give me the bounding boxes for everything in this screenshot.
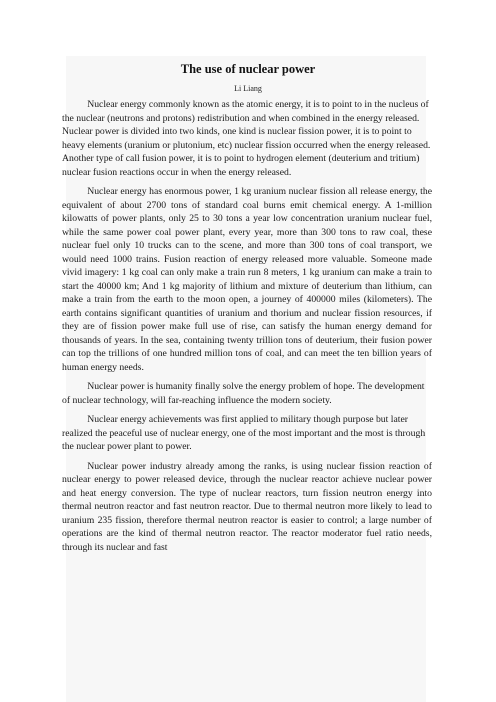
- paragraph-nuclear-energy-definition: Nuclear energy commonly known as the atomic energy, it is to point to in the nucleus of the nuclear (neutrons and protons) redistribution and when combined in the energy released. Nuclear power is divided into two kinds, one kind is nuclear fission power, it is to point to heavy elements (uranium or plutonium, etc) nuclear fission occurred when the energy released. Another type of call fusion power, it is to point to hydrogen element (deuterium and tritium) nuclear fusion reactions occur in when the energy released.: [62, 99, 431, 178]
- document-title: The use of nuclear power: [180, 62, 316, 76]
- document-body: [62, 98, 432, 560]
- document-author: Li Liang: [234, 84, 262, 93]
- paragraph-energy-hope: Nuclear power is humanity finally solve the energy problem of hope. The development of nuclear technology, will far-reaching influence the modern society.: [62, 381, 425, 406]
- paragraph-nuclear-power-industry: Nuclear power industry already among the ranks, is using nuclear fission reaction of nuclear energy to power released device, through the nuclear reactor achieve nuclear power and heat energy conversion. The type of nuclear reactors, turn fission neutron energy into thermal neutron reactor and fast neutron reactor. Due to thermal neutron more likely to lead to uranium 235 fission, therefore thermal neutron reactor is easier to control; a large number of operations are the kind of thermal neutron reactor. The reactor moderator fuel ratio needs, through its nuclear and fast: [62, 460, 432, 553]
- paragraph-military-application: Nuclear energy achievements was first applied to military though purpose but later realized the peaceful use of nuclear energy, one of the most important and the most is through the nuclear power plant to power.: [62, 414, 426, 452]
- paragraph-nuclear-energy-power: Nuclear energy has enormous power, 1 kg uranium nuclear fission all release energy, the equivalent of about 2700 tons of standard coal burns emit chemical energy. A 1-million kilowatts of power plants, only 25 to 30 tons a year low concentration uranium nuclear fuel, while the same power coal power plant, every year, more than 300 tons to raw coal, these nuclear fuel only 10 trucks can to the scene, and more than 300 tons of coal transport, we would need 1000 trains. Fusion reaction of energy released more valuable. Someone made vivid imagery: 1 kg coal can only make a train run 8 meters, 1 kg uranium can make a train to start the 40000 km; And 1 kg majority of lithium and mixture of deuterium than lithium, can make a train from the earth to the moon open, a journey of 400000 miles (kilometers). The earth contains significant quantities of uranium and thorium and nuclear fission resources, if they are of fission power make full use of rise, can satisfy the human energy demand for thousands of years. In the sea, containing twenty trillion tons of deuterium, their fusion power can top the trillions of one hundred million tons of coal, and can meet the ten billion years of human energy needs.: [62, 186, 432, 373]
